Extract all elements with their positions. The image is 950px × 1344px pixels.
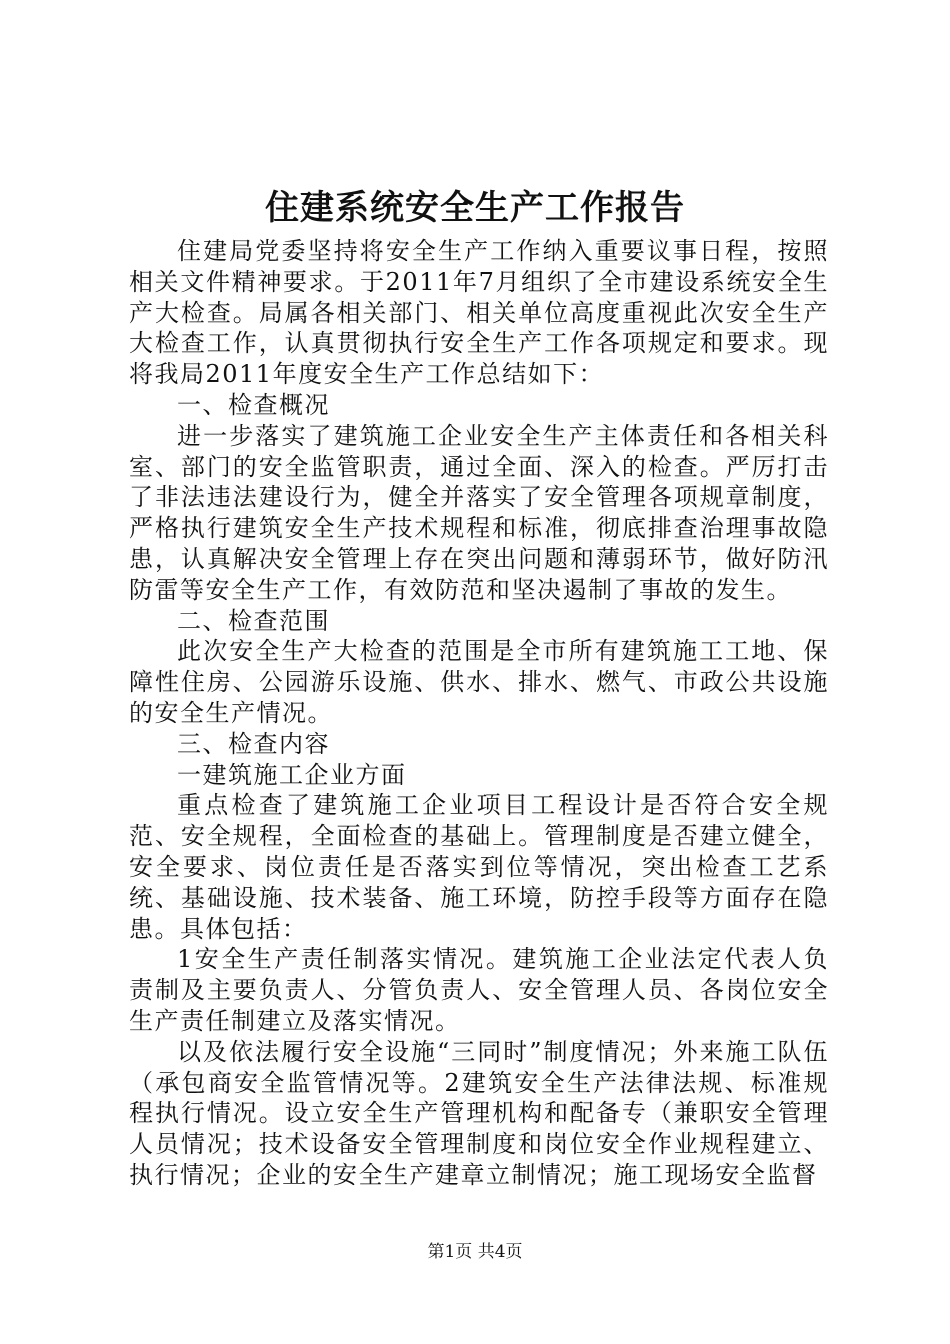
section-heading-content: 三、检查内容 <box>177 729 330 758</box>
paragraph-scope: 此次安全生产大检查的范围是全市所有建筑施工工地、保障性住房、公园游乐设施、供水、排水、燃气、市政公共设施的安全生产情况。 <box>129 637 829 727</box>
document-title: 住建系统安全生产工作报告 <box>265 188 685 228</box>
page-footer: 第1页 共4页 <box>427 1242 523 1262</box>
paragraph-overview: 进一步落实了建筑施工企业安全生产主体责任和各相关科室、部门的安全监管职责，通过全面、深入的检查。严厉打击了非法违法建设行为，健全并落实了安全管理各项规章制度，严格执行建筑安全生产技术规程和标准，彻底排查治理事故隐患，认真解决安全管理上存在突出问题和薄弱环节，做好防汛防雷等安全生产工作，有效防范和坚决遏制了事故的发生。 <box>129 421 829 604</box>
section-heading-scope: 二、检查范围 <box>177 606 330 635</box>
paragraph-item-2: 以及依法履行安全设施“三同时”制度情况；外来施工队伍（承包商安全监管情况等。2建筑安全生产法律法规、标准规程执行情况。设立安全生产管理机构和配备专（兼职安全管理人员情况；技术设备安全管理制度和岗位安全作业规程建立、执行情况；企业的安全生产建章立制情况；施工现场安全监督 <box>129 1037 829 1189</box>
document-body <box>129 236 829 1191</box>
subsection-heading-construction: 一建筑施工企业方面 <box>177 760 407 789</box>
section-heading-overview: 一、检查概况 <box>177 390 330 419</box>
paragraph-inspection-focus: 重点检查了建筑施工企业项目工程设计是否符合安全规范、安全规程，全面检查的基础上。管理制度是否建立健全，安全要求、岗位责任是否落实到位等情况，突出检查工艺系统、基础设施、技术装备、施工环境，防控手段等方面存在隐患。具体包括： <box>129 791 829 943</box>
paragraph-intro: 住建局党委坚持将安全生产工作纳入重要议事日程，按照相关文件精神要求。于2011年7月组织了全市建设系统安全生产大检查。局属各相关部门、相关单位高度重视此次安全生产大检查工作，认真贯彻执行安全生产工作各项规定和要求。现将我局2011年度安全生产工作总结如下： <box>129 237 829 389</box>
paragraph-item-1: 1安全生产责任制落实情况。建筑施工企业法定代表人负责制及主要负责人、分管负责人、安全管理人员、各岗位安全生产责任制建立及落实情况。 <box>129 945 829 1035</box>
